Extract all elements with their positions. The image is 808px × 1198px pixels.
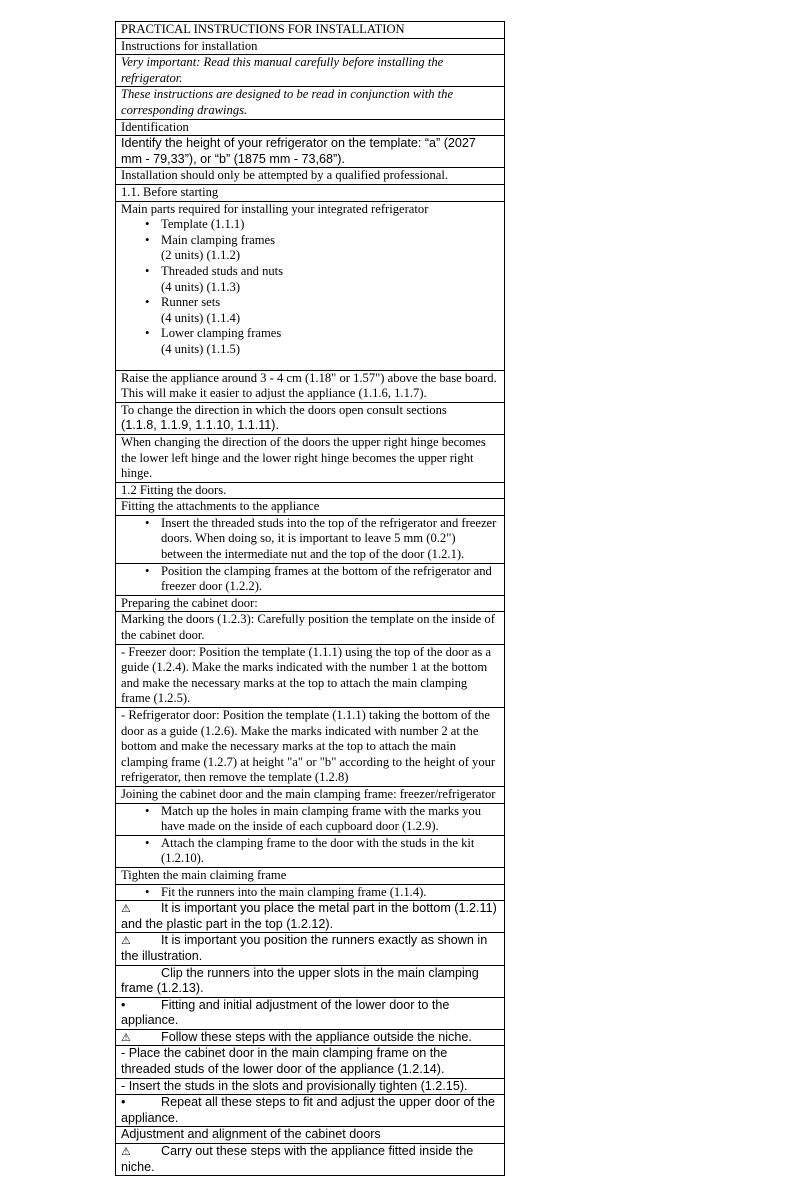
parts-cell — [116, 201, 505, 370]
subsection-heading: Fitting the attachments to the appliance — [116, 499, 505, 516]
refrigerator-door-text: - Refrigerator door: Position the template (1.1.1) taking the bottom of the door as a guide (1.2.6). Make the marks indicated with number 2 at the bottom and make the necessary marks at the top to attach the main clamping frame (1.2.7) at height "a" or "b" according to the height of your refrigerator, then remove the template (1.2.8) — [116, 708, 505, 787]
step-cell — [116, 803, 505, 835]
section-heading: 1.1. Before starting — [116, 184, 505, 201]
bullet-icon: • — [121, 1095, 126, 1110]
qualified-note: Installation should only be attempted by a qualified professional. — [116, 168, 505, 185]
list-item: • Attach the clamping frame to the door with the studs in the kit (1.2.10). — [161, 836, 499, 867]
warning-row: ⚠ Carry out these steps with the appliance fitted inside the niche. — [116, 1144, 505, 1176]
warning-icon: ⚠ — [121, 1030, 131, 1044]
section-heading: 1.2 Fitting the doors. — [116, 482, 505, 499]
list-item: • Match up the holes in main clamping frame with the marks you have made on the inside of each cupboard door (1.2.9). — [161, 804, 499, 835]
warning-icon: ⚠ — [121, 902, 131, 916]
warning-icon: ⚠ — [121, 1145, 131, 1159]
warning-row: ⚠ Follow these steps with the appliance outside the niche. — [116, 1029, 505, 1046]
subsection-heading: Adjustment and alignment of the cabinet doors — [116, 1127, 505, 1144]
section-heading: Instructions for installation — [116, 38, 505, 55]
identification-text: Identify the height of your refrigerator on the template: “a” (2027 mm - 79,33”), or “b” (1875 mm - 73,68”). — [116, 136, 505, 168]
drawings-note: These instructions are designed to be read in conjunction with the corresponding drawings. — [116, 87, 505, 119]
insert-studs-text: - Insert the studs in the slots and provisionally tighten (1.2.15). — [116, 1078, 505, 1095]
bullet-row: • Fitting and initial adjustment of the lower door to the appliance. — [116, 997, 505, 1029]
important-note: Very important: Read this manual carefully before installing the refrigerator. — [116, 55, 505, 87]
step-cell — [116, 835, 505, 867]
list-item: • Lower clamping frames (4 units) (1.1.5) — [161, 326, 499, 357]
bullet-row: • Repeat all these steps to fit and adjust the upper door of the appliance. — [116, 1095, 505, 1127]
subsection-heading: Preparing the cabinet door: — [116, 595, 505, 612]
list-item: • Position the clamping frames at the bottom of the refrigerator and freezer door (1.2.2). — [161, 564, 499, 595]
freezer-door-text: - Freezer door: Position the template (1.1.1) using the top of the door as a guide (1.2.4). Make the marks indicated with the number 1 at the bottom and make the necessary marks at the top to attach the main clamping frame (1.2.5). — [116, 644, 505, 707]
door-direction-text: To change the direction in which the doors open consult sections (1.1.8, 1.1.9, 1.1.10, 1.1.11). — [116, 402, 505, 434]
step-cell — [116, 563, 505, 595]
subsection-heading: Tighten the main claiming frame — [116, 867, 505, 884]
marking-text: Marking the doors (1.2.3): Carefully position the template on the inside of the cabinet door. — [116, 612, 505, 644]
raise-appliance-text: Raise the appliance around 3 - 4 cm (1.18" or 1.57") above the base board. This will make it easier to adjust the appliance (1.1.6, 1.1.7). — [116, 370, 505, 402]
warning-row: ⚠ It is important you position the runners exactly as shown in the illustration. — [116, 933, 505, 965]
parts-list — [121, 217, 499, 357]
warning-row: ⚠ It is important you place the metal part in the bottom (1.2.11) and the plastic part in the top (1.2.12). — [116, 901, 505, 933]
list-item: • Main clamping frames (2 units) (1.1.2) — [161, 233, 499, 264]
list-item: • Threaded studs and nuts (4 units) (1.1.3) — [161, 264, 499, 295]
step-cell — [116, 884, 505, 901]
subsection-heading: Joining the cabinet door and the main clamping frame: freezer/refrigerator — [116, 786, 505, 803]
bullet-icon: • — [121, 997, 126, 1012]
list-item: • Insert the threaded studs into the top of the refrigerator and freezer doors. When doing so, it is important to leave 5 mm (0.2") between the intermediate nut and the top of the door (1.2.1). — [161, 516, 499, 563]
doc-title: PRACTICAL INSTRUCTIONS FOR INSTALLATION — [116, 22, 505, 39]
instructions-table — [115, 21, 505, 1176]
warning-icon: ⚠ — [121, 934, 131, 948]
section-heading: Identification — [116, 119, 505, 136]
hinge-text: When changing the direction of the doors the upper right hinge becomes the lower left hinge and the lower right hinge becomes the upper right hinge. — [116, 434, 505, 482]
list-item: • Template (1.1.1) — [161, 217, 499, 233]
list-item: • Runner sets (4 units) (1.1.4) — [161, 295, 499, 326]
step-cell — [116, 515, 505, 563]
list-item: • Fit the runners into the main clamping frame (1.1.4). — [161, 885, 499, 901]
place-door-text: - Place the cabinet door in the main clamping frame on the threaded studs of the lower door of the appliance (1.2.14). — [116, 1046, 505, 1078]
clip-runners-text: Clip the runners into the upper slots in the main clamping frame (1.2.13). — [116, 965, 505, 997]
parts-heading: Main parts required for installing your integrated refrigerator — [121, 201, 429, 216]
